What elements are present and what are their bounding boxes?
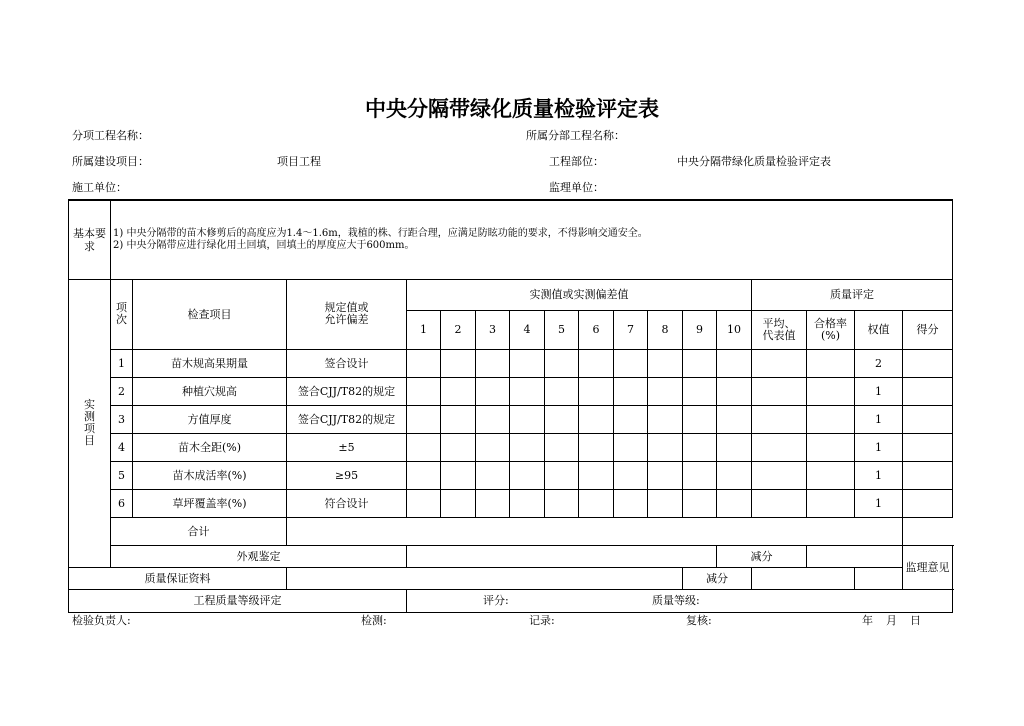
measure-cell[interactable] [648,489,683,517]
measure-cell[interactable] [407,489,441,517]
measure-cell[interactable] [510,349,545,377]
measure-cell[interactable] [614,433,648,461]
requirement-line-1: 1) 中央分隔带的苗木修剪后的高度应为1.4～1.6m，栽植的株、行距合理，应满足防眩功能的要求，不得影响交通安全。 [113,227,648,239]
measure-cell[interactable] [407,405,441,433]
table-row [69,405,953,433]
measure-cell[interactable] [614,489,648,517]
recorder-label: 记录: [529,614,555,627]
row-spec: 签合CJJ/T82的规定 [287,377,407,405]
measure-cell[interactable] [476,377,510,405]
measure-cell[interactable] [476,349,510,377]
row-no: 6 [111,489,133,517]
row-weight: 1 [855,377,903,405]
appearance-label: 外观鉴定 [111,545,407,567]
col-score-header: 得分 [903,310,953,349]
construction-project-value: 项目工程 [277,155,321,168]
measure-cell[interactable] [441,489,476,517]
grade-label: 工程质量等级评定 [69,589,407,612]
measure-no-header: 8 [648,310,683,349]
avg-cell[interactable] [752,405,807,433]
row-no: 1 [111,349,133,377]
measure-no-header: 2 [441,310,476,349]
appearance-value[interactable] [407,545,717,567]
measure-cell[interactable] [683,489,717,517]
measure-cell[interactable] [407,433,441,461]
day-label: 日 [910,614,921,627]
measure-cell[interactable] [510,489,545,517]
measure-cell[interactable] [717,489,752,517]
measure-cell[interactable] [476,405,510,433]
measure-cell[interactable] [476,461,510,489]
score-cell[interactable] [903,377,953,405]
supervisor-opinion-label: 监理意见 [903,545,953,589]
measure-cell[interactable] [510,433,545,461]
row-item: 种植穴规高 [133,377,287,405]
measure-cell[interactable] [407,377,441,405]
measure-cell[interactable] [579,489,614,517]
measure-cell[interactable] [441,349,476,377]
measure-cell[interactable] [545,433,579,461]
table-row [69,461,953,489]
measure-no-header: 1 [407,310,441,349]
row-spec: ±5 [287,433,407,461]
row-no: 4 [111,433,133,461]
pass-rate-cell[interactable] [807,461,855,489]
division-label: 所属分部工程名称： [526,129,625,142]
avg-cell[interactable] [752,433,807,461]
measure-cell[interactable] [717,461,752,489]
measure-cell[interactable] [545,377,579,405]
col-avg-header: 平均、代表值 [752,310,807,349]
tester-label: 检测: [361,614,387,627]
measure-cell[interactable] [441,433,476,461]
measure-cell[interactable] [683,433,717,461]
row-weight: 2 [855,349,903,377]
quality-docs-deduct-value[interactable] [752,567,855,589]
row-no: 5 [111,461,133,489]
row-item: 苗木规高果期量 [133,349,287,377]
page-title: 中央分隔带绿化质量检验评定表 [365,97,659,121]
measure-cell[interactable] [545,461,579,489]
measure-cell[interactable] [545,405,579,433]
measure-cell[interactable] [717,349,752,377]
col-index-header: 项次 [111,279,133,349]
measure-cell[interactable] [683,405,717,433]
month-label: 月 [886,614,897,627]
score-cell[interactable] [903,433,953,461]
pass-rate-cell[interactable] [807,489,855,517]
total-label: 合计 [111,517,287,545]
measure-cell[interactable] [683,377,717,405]
measure-no-header: 6 [579,310,614,349]
measure-cell[interactable] [614,349,648,377]
col-quality-header: 质量评定 [752,279,953,310]
row-item: 苗木成活率(%) [133,461,287,489]
grade-cell[interactable] [407,589,953,612]
score-cell[interactable] [903,405,953,433]
appearance-deduct-label: 减分 [717,545,807,567]
supervisor-label: 监理单位： [549,181,604,194]
year-label: 年 [862,614,873,627]
measure-no-header: 10 [717,310,752,349]
measure-cell[interactable] [579,349,614,377]
inspection-table [68,199,953,613]
score-cell[interactable] [903,461,953,489]
measure-cell[interactable] [683,461,717,489]
measure-cell[interactable] [476,489,510,517]
contractor-label: 施工单位： [72,181,127,194]
measure-cell[interactable] [441,405,476,433]
measure-cell[interactable] [648,377,683,405]
measure-no-header: 5 [545,310,579,349]
row-weight: 1 [855,433,903,461]
measure-cell[interactable] [717,433,752,461]
measure-cell[interactable] [407,349,441,377]
table-row [69,433,953,461]
row-weight: 1 [855,461,903,489]
measure-cell[interactable] [476,433,510,461]
table-row [69,489,953,517]
score-cell[interactable] [903,489,953,517]
row-spec: 签合CJJ/T82的规定 [287,405,407,433]
avg-cell[interactable] [752,377,807,405]
measure-cell[interactable] [614,377,648,405]
quality-level-label: 质量等级: [652,593,700,607]
measure-cell[interactable] [510,377,545,405]
col-measured-header: 实测值或实测偏差值 [407,279,752,310]
measure-cell[interactable] [648,433,683,461]
row-no: 3 [111,405,133,433]
quality-docs-deduct-label: 减分 [683,567,752,589]
row-spec: 签合设计 [287,349,407,377]
section-label: 实测项目 [69,279,111,567]
measure-cell[interactable] [648,461,683,489]
requirement-line-2: 2) 中央分隔带应进行绿化用土回填，回填土的厚度应大于600mm。 [113,239,415,251]
row-weight: 1 [855,405,903,433]
row-weight: 1 [855,489,903,517]
row-item: 草坪覆盖率(%) [133,489,287,517]
inspector-label: 检验负责人: [72,614,131,627]
measure-cell[interactable] [510,405,545,433]
row-item: 方值厚度 [133,405,287,433]
measure-no-header: 7 [614,310,648,349]
pass-rate-cell[interactable] [807,349,855,377]
pass-rate-cell[interactable] [807,377,855,405]
row-spec: 符合设计 [287,489,407,517]
avg-cell[interactable] [752,461,807,489]
measure-cell[interactable] [579,405,614,433]
measure-cell[interactable] [579,461,614,489]
avg-cell[interactable] [752,349,807,377]
measure-cell[interactable] [717,377,752,405]
measure-cell[interactable] [614,461,648,489]
col-item-header: 检查项目 [133,279,287,349]
total-value-cell[interactable] [287,517,903,545]
measure-cell[interactable] [441,461,476,489]
sub-project-label: 分项工程名称： [72,129,149,142]
measure-cell[interactable] [648,349,683,377]
quality-docs-label: 质量保证资料 [69,567,287,589]
measure-cell[interactable] [407,461,441,489]
appearance-deduct-value[interactable] [807,545,903,567]
measure-cell[interactable] [510,461,545,489]
table-row [69,377,953,405]
measure-cell[interactable] [441,377,476,405]
measure-cell[interactable] [717,405,752,433]
measure-cell[interactable] [579,433,614,461]
table-row [69,349,953,377]
col-spec-header: 规定值或允许偏差 [287,279,407,349]
requirements-label: 基本要求 [69,200,111,279]
reviewer-label: 复核: [686,614,712,627]
measure-cell[interactable] [683,349,717,377]
score-cell[interactable] [903,349,953,377]
avg-cell[interactable] [752,489,807,517]
work-site-value: 中央分隔带绿化质量检验评定表 [677,155,831,168]
measure-cell[interactable] [648,405,683,433]
measure-cell[interactable] [545,349,579,377]
row-no: 2 [111,377,133,405]
row-item: 苗木全距(%) [133,433,287,461]
col-weight-header: 权值 [855,310,903,349]
pass-rate-cell[interactable] [807,405,855,433]
construction-project-label: 所属建设项目： [72,155,149,168]
requirements-text [111,200,953,279]
measure-no-header: 4 [510,310,545,349]
work-site-label: 工程部位： [549,155,604,168]
row-spec: ≥95 [287,461,407,489]
measure-cell[interactable] [579,377,614,405]
measure-no-header: 3 [476,310,510,349]
measure-cell[interactable] [614,405,648,433]
measure-cell[interactable] [545,489,579,517]
score-label: 评分: [483,593,509,607]
col-pass-rate-header: 合格率(%) [807,310,855,349]
pass-rate-cell[interactable] [807,433,855,461]
measure-no-header: 9 [683,310,717,349]
quality-docs-value[interactable] [287,567,683,589]
